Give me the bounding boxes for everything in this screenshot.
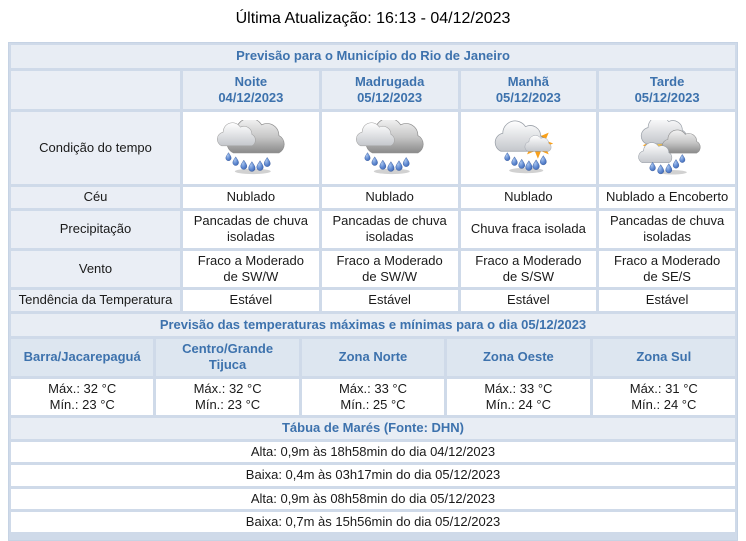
wind-cell: Fraco a Moderado de SE/S	[599, 251, 735, 288]
zone-header-barra: Barra/Jacarepaguá	[11, 339, 153, 376]
sky-cell: Nublado a Encoberto	[599, 187, 735, 208]
zone-temps-oeste	[447, 379, 589, 416]
max-temp: Máx.: 32 °C	[48, 380, 117, 396]
zone-header-centro: Centro/Grande Tijuca	[156, 339, 298, 376]
wind-cell: Fraco a Moderado de SW/W	[183, 251, 319, 288]
precipitation-cell: Chuva fraca isolada	[461, 211, 597, 248]
trend-cell: Estável	[322, 290, 458, 311]
zone-temps-norte	[302, 379, 444, 416]
zone-temps-barra	[11, 379, 153, 416]
tide-row: Alta: 0,9m às 18h58min do dia 04/12/2023	[11, 442, 735, 462]
cloud-rain-icon	[354, 120, 426, 176]
condition-cell-noite	[183, 112, 319, 184]
corner-cell	[11, 71, 180, 109]
sky-cell: Nublado	[322, 187, 458, 208]
column-header-tarde	[599, 71, 735, 109]
page-title: Última Atualização: 16:13 - 04/12/2023	[235, 10, 511, 27]
column-header-manha	[461, 71, 597, 109]
zone-temps-sul	[593, 379, 735, 416]
row-label-sky: Céu	[11, 187, 180, 208]
max-temp: Máx.: 33 °C	[484, 380, 553, 396]
max-temp: Máx.: 31 °C	[629, 380, 698, 396]
max-temp: Máx.: 33 °C	[338, 380, 408, 396]
column-label: Madrugada	[354, 73, 425, 89]
min-temp: Mín.: 23 °C	[49, 396, 115, 412]
column-header-noite	[183, 71, 319, 109]
sun-cloud-rain-icon	[492, 120, 564, 176]
row-label-trend: Tendência da Temperatura	[11, 290, 180, 311]
zone-temps-centro	[156, 379, 298, 416]
temperatures-section-header: Previsão das temperaturas máximas e mínimas para o dia 05/12/2023	[11, 314, 735, 336]
min-temp: Mín.: 25 °C	[340, 396, 406, 412]
precipitation-cell: Pancadas de chuva isoladas	[599, 211, 735, 248]
column-label: Tarde	[649, 73, 685, 89]
column-date: 04/12/2023	[218, 90, 284, 105]
min-temp: Mín.: 23 °C	[195, 396, 261, 412]
trend-cell: Estável	[461, 290, 597, 311]
zone-header-sul: Zona Sul	[593, 339, 735, 376]
row-label-precipitation: Precipitação	[11, 211, 180, 248]
weather-forecast-table	[8, 42, 738, 541]
column-date: 05/12/2023	[634, 90, 700, 105]
forecast-section-header: Previsão para o Município do Rio de Janeiro	[11, 45, 735, 68]
row-label-condition: Condição do tempo	[11, 112, 180, 184]
max-temp: Máx.: 32 °C	[193, 380, 262, 396]
precipitation-cell: Pancadas de chuva isoladas	[183, 211, 319, 248]
wind-cell: Fraco a Moderado de S/SW	[461, 251, 597, 288]
precipitation-cell: Pancadas de chuva isoladas	[322, 211, 458, 248]
column-header-madrugada	[322, 71, 458, 109]
wind-cell: Fraco a Moderado de SW/W	[322, 251, 458, 288]
tide-row: Baixa: 0,7m às 15h56min do dia 05/12/2023	[11, 512, 735, 532]
column-date: 05/12/2023	[357, 90, 423, 105]
column-label: Noite	[234, 73, 268, 89]
column-date: 05/12/2023	[495, 90, 561, 105]
zone-header-norte: Zona Norte	[302, 339, 444, 376]
condition-cell-madrugada	[322, 112, 458, 184]
sky-cell: Nublado	[461, 187, 597, 208]
tide-row: Alta: 0,9m às 08h58min do dia 05/12/2023	[11, 489, 735, 509]
min-temp: Mín.: 24 °C	[631, 396, 697, 412]
column-label: Manhã	[507, 73, 549, 89]
condition-cell-tarde	[599, 112, 735, 184]
sky-cell: Nublado	[183, 187, 319, 208]
zone-header-oeste: Zona Oeste	[447, 339, 589, 376]
trend-cell: Estável	[183, 290, 319, 311]
sun-clouds-rain-icon	[631, 120, 703, 176]
tide-row: Baixa: 0,4m às 03h17min do dia 05/12/2023	[11, 465, 735, 485]
condition-cell-manha	[461, 112, 597, 184]
cloud-rain-icon	[215, 120, 287, 176]
trend-cell: Estável	[599, 290, 735, 311]
min-temp: Mín.: 24 °C	[485, 396, 551, 412]
tides-section-header: Tábua de Marés (Fonte: DHN)	[11, 418, 735, 439]
row-label-wind: Vento	[11, 251, 180, 288]
